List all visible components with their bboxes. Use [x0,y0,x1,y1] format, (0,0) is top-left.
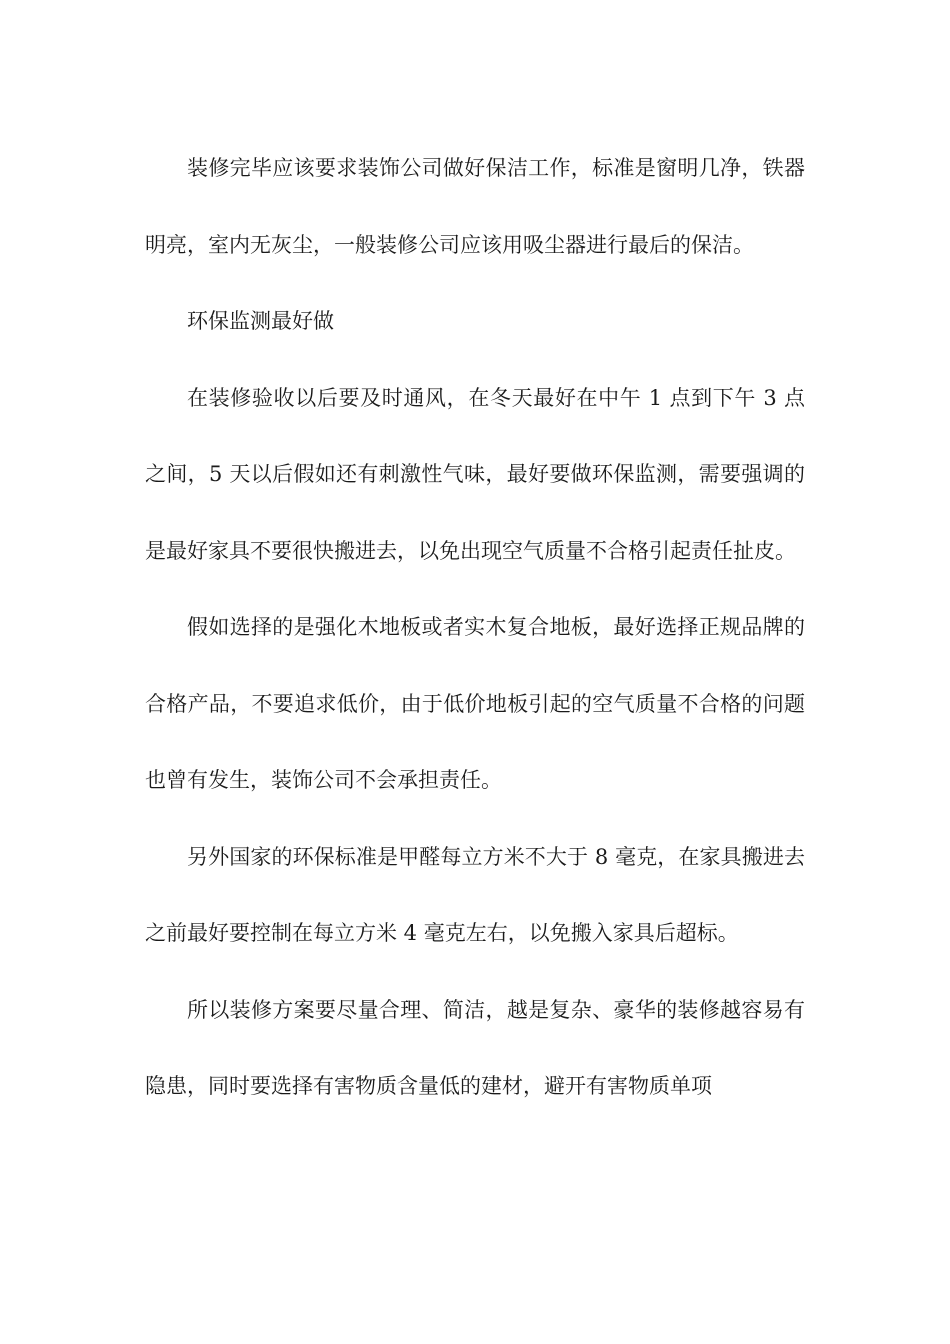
paragraph-ventilation: 在装修验收以后要及时通风，在冬天最好在中午 1 点到下午 3 点之间，5 天以后假如还有刺激性气味，最好要做环保监测，需要强调的是最好家具不要很快搬进去，以免出现空气质量不合格引起责任扯皮。 [145,385,805,563]
paragraph-design-advice: 所以装修方案要尽量合理、简洁，越是复杂、豪华的装修越容易有隐患，同时要选择有害物质含量低的建材，避开有害物质单项 [145,997,805,1098]
paragraph-formaldehyde-standard: 另外国家的环保标准是甲醛每立方米不大于 8 毫克，在家具搬进去之前最好要控制在每立方米 4 毫克左右，以免搬入家具后超标。 [145,844,805,945]
paragraph-cleaning: 装修完毕应该要求装饰公司做好保洁工作，标准是窗明几净，铁器明亮，室内无灰尘，一般装修公司应该用吸尘器进行最后的保洁。 [145,156,805,257]
document-body [145,130,805,1125]
section-heading-environmental-monitoring: 环保监测最好做 [187,309,334,333]
paragraph-flooring: 假如选择的是强化木地板或者实木复合地板，最好选择正规品牌的合格产品，不要追求低价，由于低价地板引起的空气质量不合格的问题也曾有发生，装饰公司不会承担责任。 [145,615,805,792]
